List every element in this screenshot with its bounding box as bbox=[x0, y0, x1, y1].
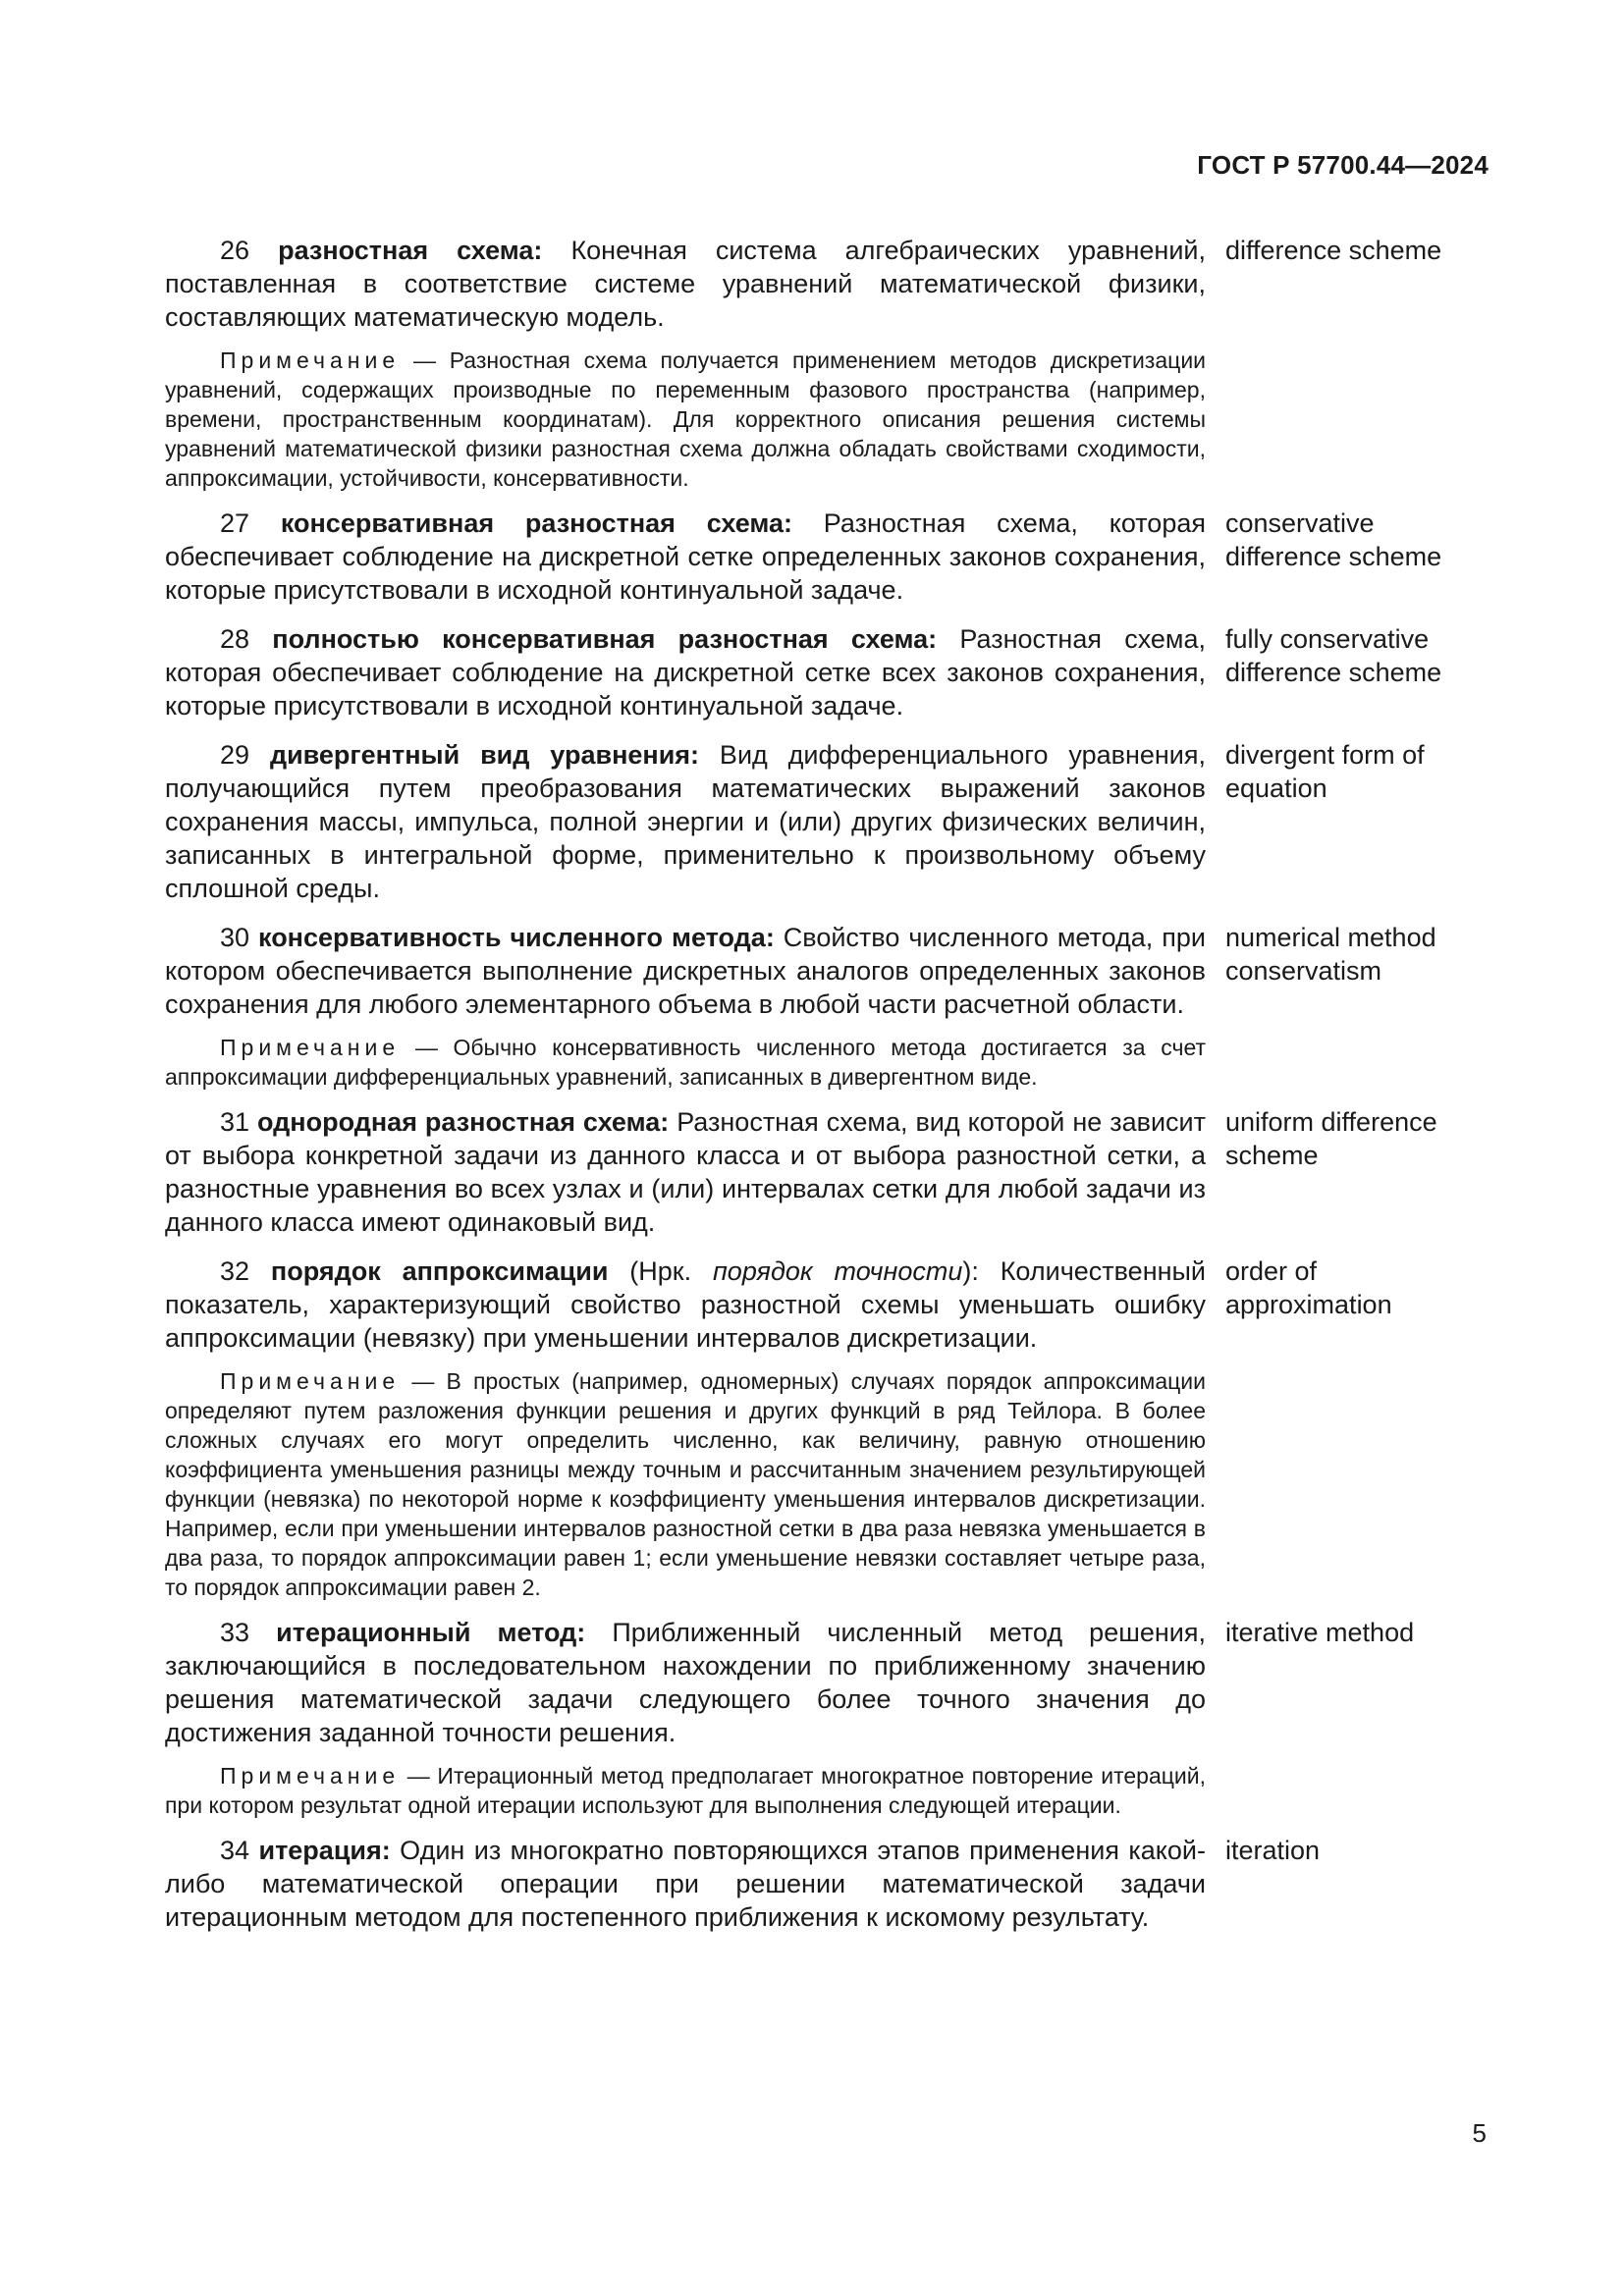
term-definition bbox=[165, 1105, 1206, 1239]
term-number: 26 bbox=[220, 236, 250, 265]
term-number: 33 bbox=[220, 1618, 250, 1647]
term-definition bbox=[165, 921, 1206, 1021]
term-english: fully conservative difference scheme bbox=[1225, 624, 1442, 687]
term-definition bbox=[165, 507, 1206, 607]
term-note bbox=[165, 1033, 1206, 1092]
term-english: iteration bbox=[1225, 1836, 1321, 1865]
note-text: — В простых (например, одномерных) случаях порядок аппроксимации определяют путем разложения функции решения и других функций в ряд Тейлора. В более сложных случаях его могут определить численно, как величину, равную отношению коэффициента уменьшения разницы между точным и рассчитанным значением результирующей функции (невязка) по некоторой норме к коэффициенту уменьшения интервалов дискретизации. Например, если при уменьшении интервалов разностной сетки в два раза невязка уменьшается в два раза, то порядок аппроксимации равен 1; если уменьшение невязки составляет четыре раза, то порядок аппроксимации равен 2. bbox=[165, 1368, 1207, 1600]
term-text: Разностная схема, вид которой не зависит от выбора конкретной задачи из данного класса и от выбора разностной сетки, а разностные уравнения во всех узлах и (или) интервалах сетки для любой задачи из данного класса имеют одинаковый вид. bbox=[165, 1107, 1206, 1237]
term-definition bbox=[165, 1616, 1206, 1749]
term-definition bbox=[165, 738, 1206, 905]
term-title: консервативность численного метода: bbox=[258, 923, 775, 952]
term-number: 32 bbox=[220, 1256, 250, 1286]
term-entry-34 bbox=[165, 1834, 1461, 1934]
term-english: order of approximation bbox=[1225, 1256, 1392, 1319]
term-title: итерация: bbox=[258, 1836, 391, 1865]
term-note bbox=[165, 1761, 1206, 1820]
term-entry-32 bbox=[165, 1255, 1461, 1355]
term-text: ): Количественный показатель, характеризующий свойство разностной схемы уменьшать ошибку аппроксимации (невязку) при уменьшении интервалов дискретизации. bbox=[165, 1256, 1207, 1353]
note-text: — Разностная схема получается применением методов дискретизации уравнений, содержащих производные по переменным фазового пространства (например, времени, пространственным координатам). Для корректного описания решения системы уравнений математической физики разностная схема должна обладать свойствами сходимости, аппроксимации, устойчивости, консервативности. bbox=[165, 347, 1207, 491]
term-english: conservative difference scheme bbox=[1225, 508, 1442, 571]
term-entry-30 bbox=[165, 921, 1461, 1021]
term-title: итерационный метод: bbox=[276, 1618, 586, 1647]
term-text: Приближенный численный метод решения, заключающийся в последовательном нахождении по приближенному значению решения математической задачи следующего более точного значения до достижения заданной точности решения. bbox=[165, 1618, 1207, 1747]
term-entry-31 bbox=[165, 1105, 1461, 1239]
term-number: 28 bbox=[220, 624, 250, 654]
term-text: Разностная схема, которая обеспечивает соблюдение на дискретной сетке всех законов сохранения, которые присутствовали в исходной континуальной задаче. bbox=[165, 624, 1206, 721]
note-label: Примечание bbox=[220, 347, 401, 373]
note-text: — Итерационный метод предполагает многократное повторение итераций, при котором результат одной итерации используют для выполнения следующей итерации. bbox=[165, 1763, 1206, 1818]
term-title: консервативная разностная схема: bbox=[280, 508, 792, 538]
term-number: 27 bbox=[220, 508, 250, 538]
term-english: iterative method bbox=[1225, 1618, 1415, 1647]
term-definition bbox=[165, 1255, 1206, 1355]
term-text: Вид дифференциального уравнения, получающийся путем преобразования математических выражений законов сохранения массы, импульса, полной энергии и (или) других физических величин, записанных в интегральной форме, применительно к произвольному объему сплошной среды. bbox=[165, 740, 1206, 903]
term-entry-28 bbox=[165, 622, 1461, 722]
term-entry-33 bbox=[165, 1616, 1461, 1749]
note-label: Примечание bbox=[220, 1763, 401, 1789]
term-entry-26 bbox=[165, 234, 1461, 334]
term-entry-27 bbox=[165, 507, 1461, 607]
term-entry-29 bbox=[165, 738, 1461, 905]
term-number: 29 bbox=[220, 740, 250, 770]
term-english: difference scheme bbox=[1225, 236, 1442, 265]
term-text: Один из многократно повторяющихся этапов применения какой-либо математической операции при решении математической задачи итерационным методом для постепенного приближения к искомому результату. bbox=[165, 1836, 1206, 1932]
term-text: Разностная схема, которая обеспечивает соблюдение на дискретной сетке определенных законов сохранения, которые присутствовали в исходной континуальной задаче. bbox=[165, 508, 1206, 605]
term-note bbox=[165, 346, 1206, 493]
term-number: 34 bbox=[220, 1836, 250, 1865]
term-title: дивергентный вид уравнения: bbox=[269, 740, 700, 770]
note-label: Примечание bbox=[220, 1368, 401, 1394]
term-definition bbox=[165, 1834, 1206, 1934]
term-title: однородная разностная схема: bbox=[257, 1107, 670, 1137]
term-english: divergent form of equation bbox=[1225, 740, 1425, 803]
term-definition bbox=[165, 622, 1206, 722]
term-text: Свойство численного метода, при котором обеспечивается выполнение дискретных аналогов определенных законов сохранения для любого элементарного объема в любой части расчетной области. bbox=[165, 923, 1206, 1019]
term-number: 30 bbox=[220, 923, 250, 952]
term-number: 31 bbox=[220, 1107, 250, 1137]
term-english: uniform difference scheme bbox=[1225, 1107, 1437, 1170]
term-title: разностная схема: bbox=[278, 236, 543, 265]
terms-list bbox=[165, 234, 1461, 1934]
term-text: Конечная система алгебраических уравнений, поставленная в соответствие системе уравнений математической физики, составляющих математическую модель. bbox=[165, 236, 1206, 332]
term-deprecated-synonym: порядок точности bbox=[712, 1256, 963, 1286]
document-header: ГОСТ Р 57700.44—2024 bbox=[1197, 150, 1489, 180]
term-english: numerical method conservatism bbox=[1225, 923, 1436, 986]
term-title: полностью консервативная разностная схема: bbox=[272, 624, 938, 654]
term-note bbox=[165, 1366, 1206, 1602]
page-number: 5 bbox=[1472, 2118, 1487, 2148]
term-title: порядок аппроксимации bbox=[270, 1256, 609, 1286]
note-label: Примечание bbox=[220, 1035, 401, 1060]
term-pre: (Нрк. bbox=[608, 1256, 713, 1286]
note-text: — Обычно консервативность численного метода достигается за счет аппроксимации дифференциальных уравнений, записанных в дивергентном виде. bbox=[165, 1035, 1207, 1090]
term-definition bbox=[165, 234, 1206, 334]
